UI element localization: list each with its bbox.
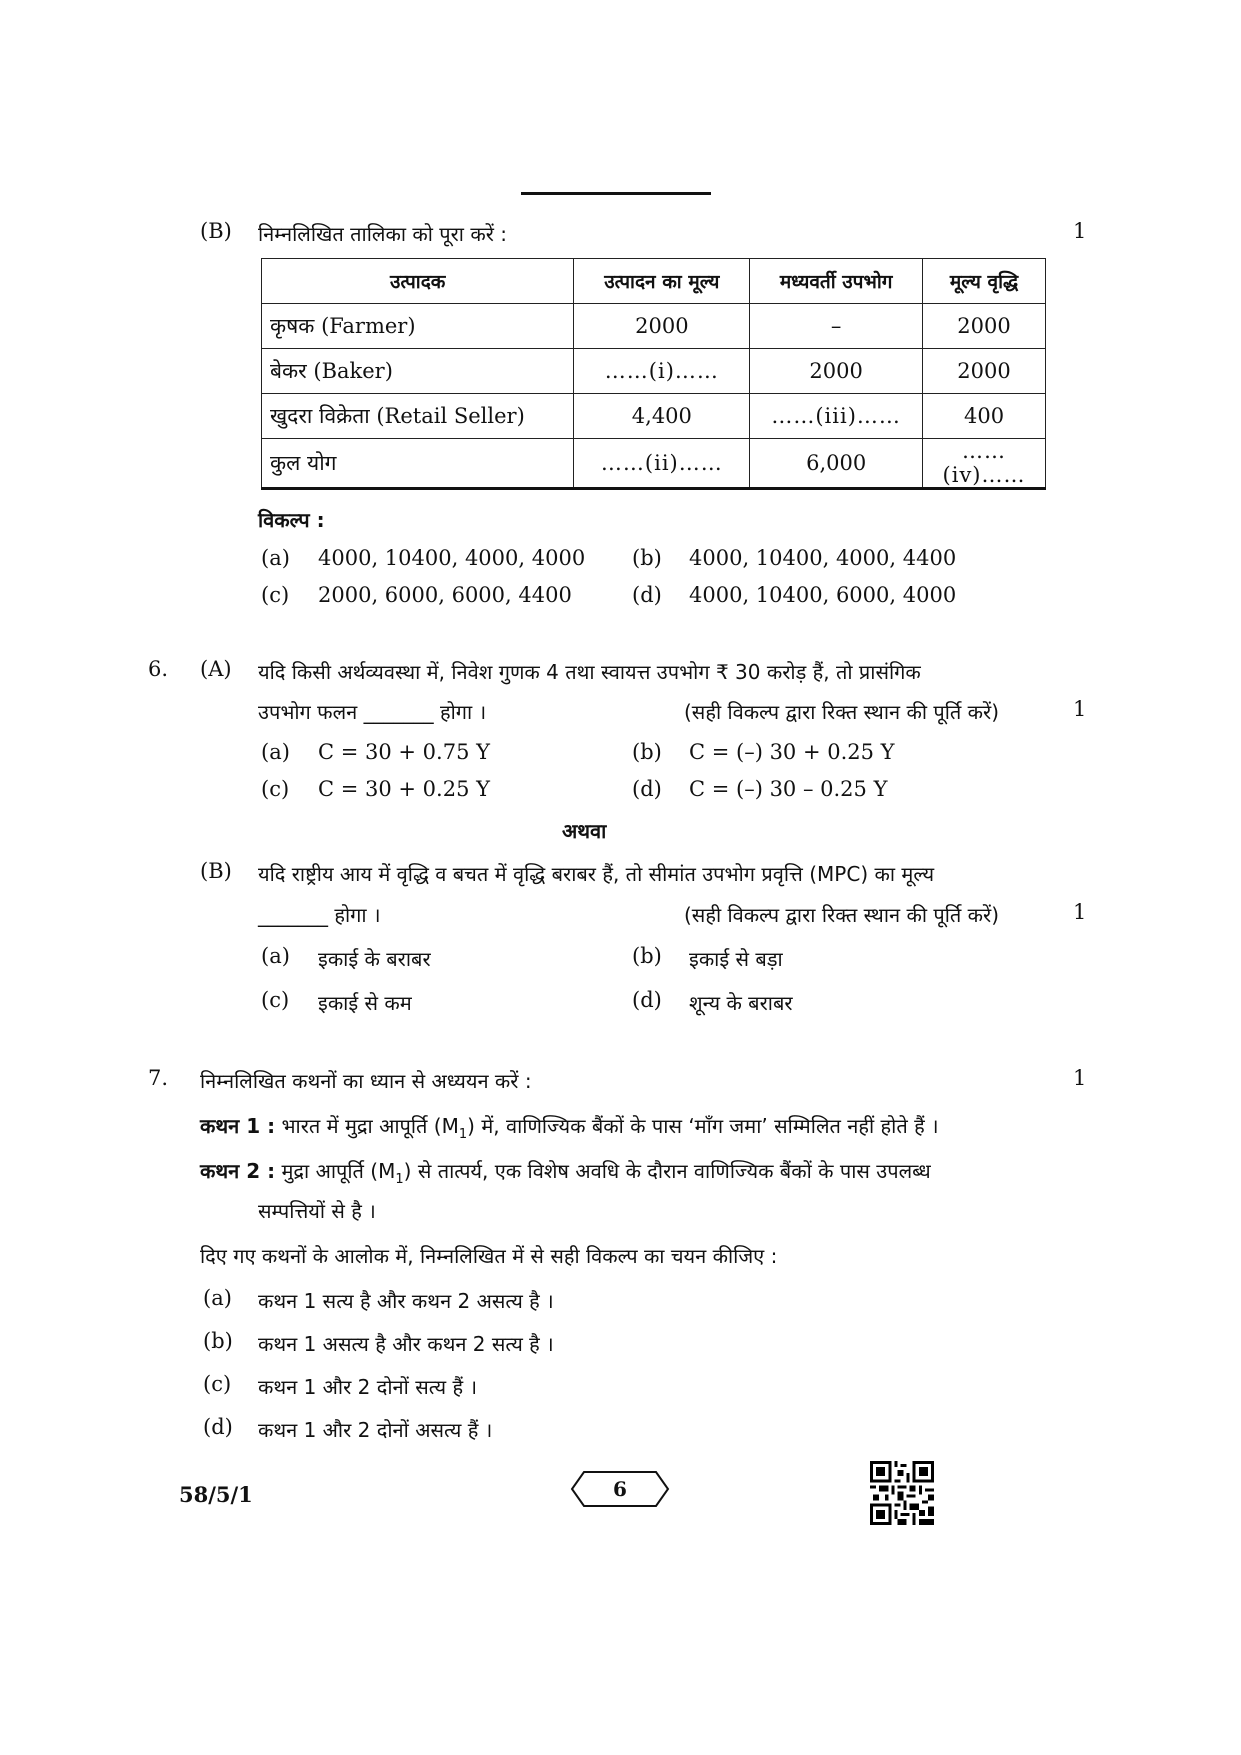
q7-select-text: दिए गए कथनों के आलोक में, निम्नलिखित में से सही विकल्प का चयन कीजिए : <box>200 1244 778 1268</box>
q6a-option-d: C = (–) 30 – 0.25 Y <box>689 777 888 801</box>
statement-2-text-pre: मुद्रा आपूर्ति (M <box>281 1159 396 1183</box>
option-key: (a) <box>203 1286 232 1310</box>
page-number-badge <box>570 1470 670 1508</box>
cell-baker: बेकर (Baker) <box>262 349 574 394</box>
or-separator: अथवा <box>562 819 607 843</box>
table-cell: 6,000 <box>750 439 923 489</box>
option-key: (d) <box>203 1415 233 1439</box>
blank-iv: ……(iv)…… <box>923 439 1046 489</box>
statement-2-text-post: ) से तात्पर्य, एक विशेष अवधि के दौरान वाणिज्यिक बैंकों के पास उपलब्ध <box>403 1159 931 1183</box>
table-cell: 2000 <box>923 304 1046 349</box>
q7-option-c: कथन 1 और 2 दोनों सत्य हैं । <box>258 1375 478 1399</box>
q6b-text-line1: यदि राष्ट्रीय आय में वृद्धि व बचत में वृद्धि बराबर हैं, तो सीमांत उपभोग प्रवृत्ति (MPC) का मूल्य <box>258 862 935 886</box>
page-number: 6 <box>613 1477 627 1501</box>
header-output-value: उत्पादन का मूल्य <box>574 259 750 304</box>
statement-1 <box>200 1112 939 1142</box>
table-cell: 400 <box>923 394 1046 439</box>
header-producer: उत्पादक <box>262 259 574 304</box>
q5b-option-a: 4000, 10400, 4000, 4000 <box>318 546 586 570</box>
statement-1-label: कथन 1 : <box>200 1114 276 1138</box>
q6a-text-line2: उपभोग फलन _______ होगा । <box>258 700 487 724</box>
cell-retail-seller: खुदरा विक्रेता (Retail Seller) <box>262 394 574 439</box>
table-cell: 2000 <box>750 349 923 394</box>
q6a-option-a: C = 30 + 0.75 Y <box>318 740 490 764</box>
q5b-marks: 1 <box>1073 219 1087 243</box>
option-key: (b) <box>632 944 662 968</box>
table-cell: – <box>750 304 923 349</box>
cell-total: कुल योग <box>262 439 574 489</box>
header-intermediate-consumption: मध्यवर्ती उपभोग <box>750 259 923 304</box>
statement-1-text-post: ) में, वाणिज्यिक बैंकों के पास ‘माँग जमा’ सम्मिलित नहीं होते हैं । <box>467 1114 939 1138</box>
option-key: (a) <box>261 944 290 968</box>
table-cell: 2000 <box>574 304 750 349</box>
table-cell: 4,400 <box>574 394 750 439</box>
q5b-option-c: 2000, 6000, 6000, 4400 <box>318 583 572 607</box>
q5b-option-b: 4000, 10400, 4000, 4400 <box>689 546 957 570</box>
q6b-marks: 1 <box>1073 900 1087 924</box>
top-rule <box>521 192 711 195</box>
q6a-text-line1: यदि किसी अर्थव्यवस्था में, निवेश गुणक 4 तथा स्वायत्त उपभोग ₹ 30 करोड़ हैं, तो प्रासंगिक <box>258 660 921 684</box>
blank-i: ……(i)…… <box>574 349 750 394</box>
q7-option-b: कथन 1 असत्य है और कथन 2 सत्य है । <box>258 1332 554 1356</box>
value-added-table <box>261 258 1046 490</box>
option-key: (b) <box>203 1329 233 1353</box>
table-cell: 2000 <box>923 349 1046 394</box>
q6a-option-c: C = 30 + 0.25 Y <box>318 777 490 801</box>
statement-1-text-pre: भारत में मुद्रा आपूर्ति (M <box>281 1114 459 1138</box>
option-key: (a) <box>261 546 290 570</box>
option-key: (c) <box>261 988 290 1012</box>
option-key: (d) <box>632 583 662 607</box>
q7-option-a: कथन 1 सत्य है और कथन 2 असत्य है । <box>258 1289 554 1313</box>
statement-2-label: कथन 2 : <box>200 1159 276 1183</box>
option-key: (d) <box>632 777 662 801</box>
q6a-label: (A) <box>200 657 232 681</box>
q6b-text-line2: _______ होगा । <box>258 903 381 927</box>
q5b-label: (B) <box>200 219 232 243</box>
table-row <box>262 349 1046 394</box>
option-key: (a) <box>261 740 290 764</box>
q6b-option-c: इकाई से कम <box>318 991 412 1015</box>
q5b-options-label: विकल्प : <box>258 508 325 532</box>
q6b-option-d: शून्य के बराबर <box>689 991 793 1015</box>
header-value-added: मूल्य वृद्धि <box>923 259 1046 304</box>
q5b-option-d: 4000, 10400, 6000, 4000 <box>689 583 957 607</box>
q7-intro: निम्नलिखित कथनों का ध्यान से अध्ययन करें : <box>200 1069 532 1093</box>
statement-2-subscript: 1 <box>395 1172 404 1187</box>
q5b-instruction: निम्नलिखित तालिका को पूरा करें : <box>258 222 507 246</box>
q6b-option-a: इकाई के बराबर <box>318 947 431 971</box>
table-header-row <box>262 259 1046 304</box>
q6b-option-b: इकाई से बड़ा <box>689 947 783 971</box>
table-row <box>262 394 1046 439</box>
qr-code-icon <box>870 1461 934 1525</box>
option-key: (d) <box>632 988 662 1012</box>
q7-marks: 1 <box>1073 1066 1087 1090</box>
option-key: (c) <box>261 583 290 607</box>
option-key: (c) <box>203 1372 232 1396</box>
table-total-row <box>262 439 1046 489</box>
statement-2-line2: सम्पत्तियों से है । <box>258 1199 376 1223</box>
statement-1-subscript: 1 <box>458 1127 468 1142</box>
table-row <box>262 304 1046 349</box>
q6a-hint: (सही विकल्प द्वारा रिक्त स्थान की पूर्ति करें) <box>684 700 1000 724</box>
paper-code: 58/5/1 <box>179 1482 253 1507</box>
q6b-label: (B) <box>200 859 232 883</box>
option-key: (b) <box>632 546 662 570</box>
q6b-hint: (सही विकल्प द्वारा रिक्त स्थान की पूर्ति करें) <box>684 903 1000 927</box>
blank-iii: ……(iii)…… <box>750 394 923 439</box>
statement-2 <box>200 1157 931 1187</box>
option-key: (c) <box>261 777 290 801</box>
q7-number: 7. <box>148 1066 169 1090</box>
q6a-option-b: C = (–) 30 + 0.25 Y <box>689 740 895 764</box>
q6a-marks: 1 <box>1073 697 1087 721</box>
option-key: (b) <box>632 740 662 764</box>
q6-number: 6. <box>148 657 169 681</box>
q7-option-d: कथन 1 और 2 दोनों असत्य हैं । <box>258 1418 493 1442</box>
blank-ii: ……(ii)…… <box>574 439 750 489</box>
cell-farmer: कृषक (Farmer) <box>262 304 574 349</box>
